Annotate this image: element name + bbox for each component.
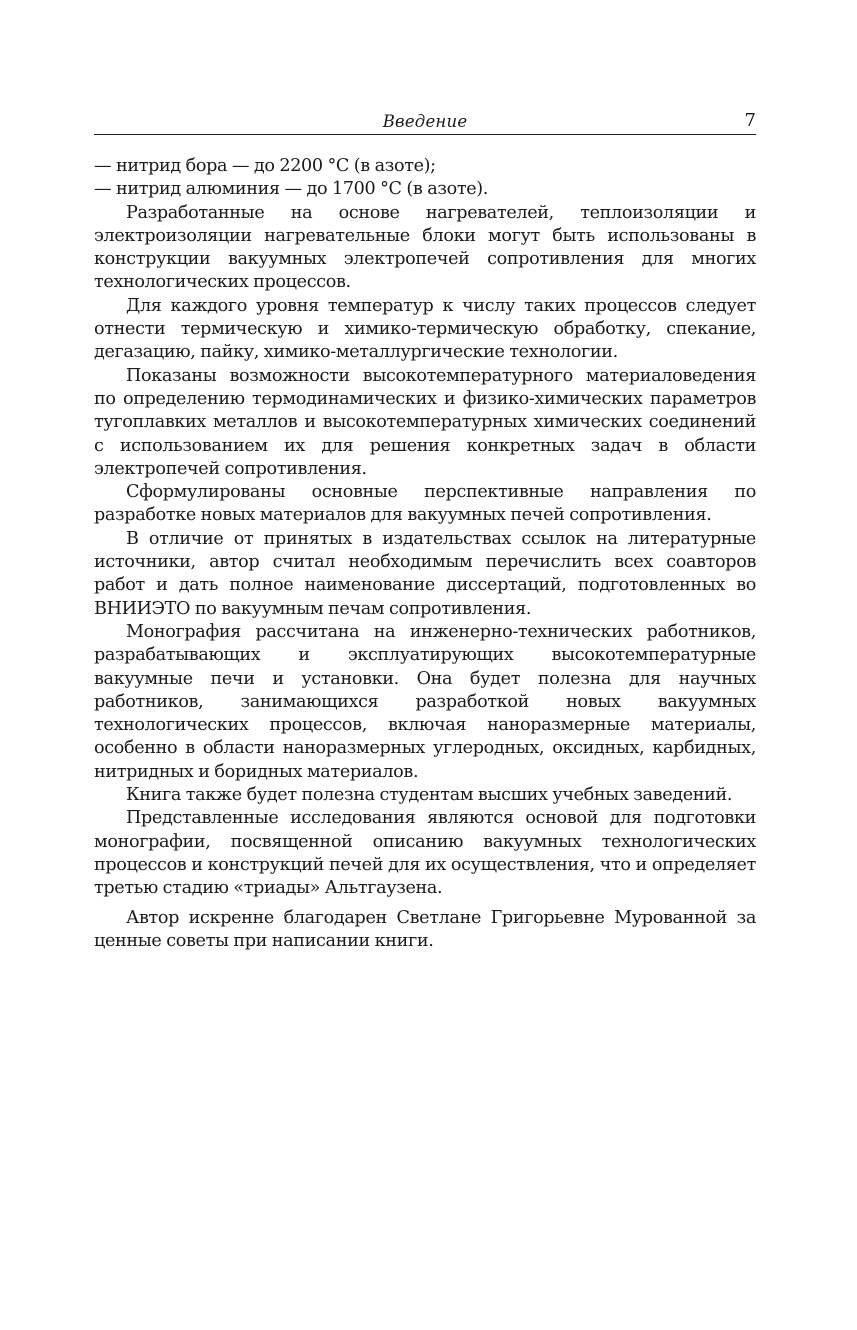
book-page	[94, 108, 756, 953]
running-title: Введение	[382, 112, 468, 131]
page-number: 7	[744, 110, 756, 131]
paragraph-processes: Для каждого уровня температур к числу таких процессов следует отнести термическую и химико-термическую обработку, спекание, дегазацию, пайку, химико-металлургические технологии.	[94, 295, 756, 363]
paragraph-students: Книга также будет полезна студентам высших учебных заведений.	[126, 785, 733, 806]
paragraph-materials-science: Показаны возможности высокотемпературного материаловедения по определению термодинамических и физико-химических параметров тугоплавких металлов и высокотемпературных химических соединений с использованием их для решения конкретных задач в области электропечей сопротивления.	[94, 365, 756, 479]
paragraph-directions: Сформулированы основные перспективные направления по разработке новых материалов для вакуумных печей сопротивления.	[94, 482, 756, 526]
paragraph-audience: Монография рассчитана на инженерно-технических работников, разрабатывающих и эксплуатирующих высокотемпературные вакуумные печи и установки. Она будет полезна для научных работников, занимающихся разработкой новых вакуумных технологических процессов, включая наноразмерные материалы, особенно в области наноразмерных углеродных, оксидных, карбидных, нитридных и боридных материалов.	[94, 621, 756, 782]
list-item-boron-nitride: — нитрид бора — до 2200 °C (в азоте);	[94, 156, 436, 176]
body-text	[94, 155, 756, 953]
list-item-aluminium-nitride: — нитрид алюминия — до 1700 °C (в азоте).	[94, 179, 489, 200]
running-header	[94, 108, 756, 135]
paragraph-references: В отличие от принятых в издательствах ссылок на литературные источники, автор считал необходимым перечислить всех соавторов работ и дать полное наименование диссертаций, подготовленных во ВНИИЭТО по вакуумным печам сопротивления.	[94, 528, 756, 619]
paragraph-acknowledgement: Автор искренне благодарен Светлане Григорьевне Мурованной за ценные советы при написании книги.	[94, 907, 756, 951]
paragraph-heating-blocks: Разработанные на основе нагревателей, теплоизоляции и электроизоляции нагревательные блоки могут быть использованы в конструкции вакуумных электропечей сопротивления для многих технологических процессов.	[94, 202, 756, 293]
paragraph-triad: Представленные исследования являются основой для подготовки монографии, посвященной описанию вакуумных технологических процессов и конструкций печей для их осуществления, что и определяет третью стадию «триады» Альтгаузена.	[94, 808, 756, 899]
